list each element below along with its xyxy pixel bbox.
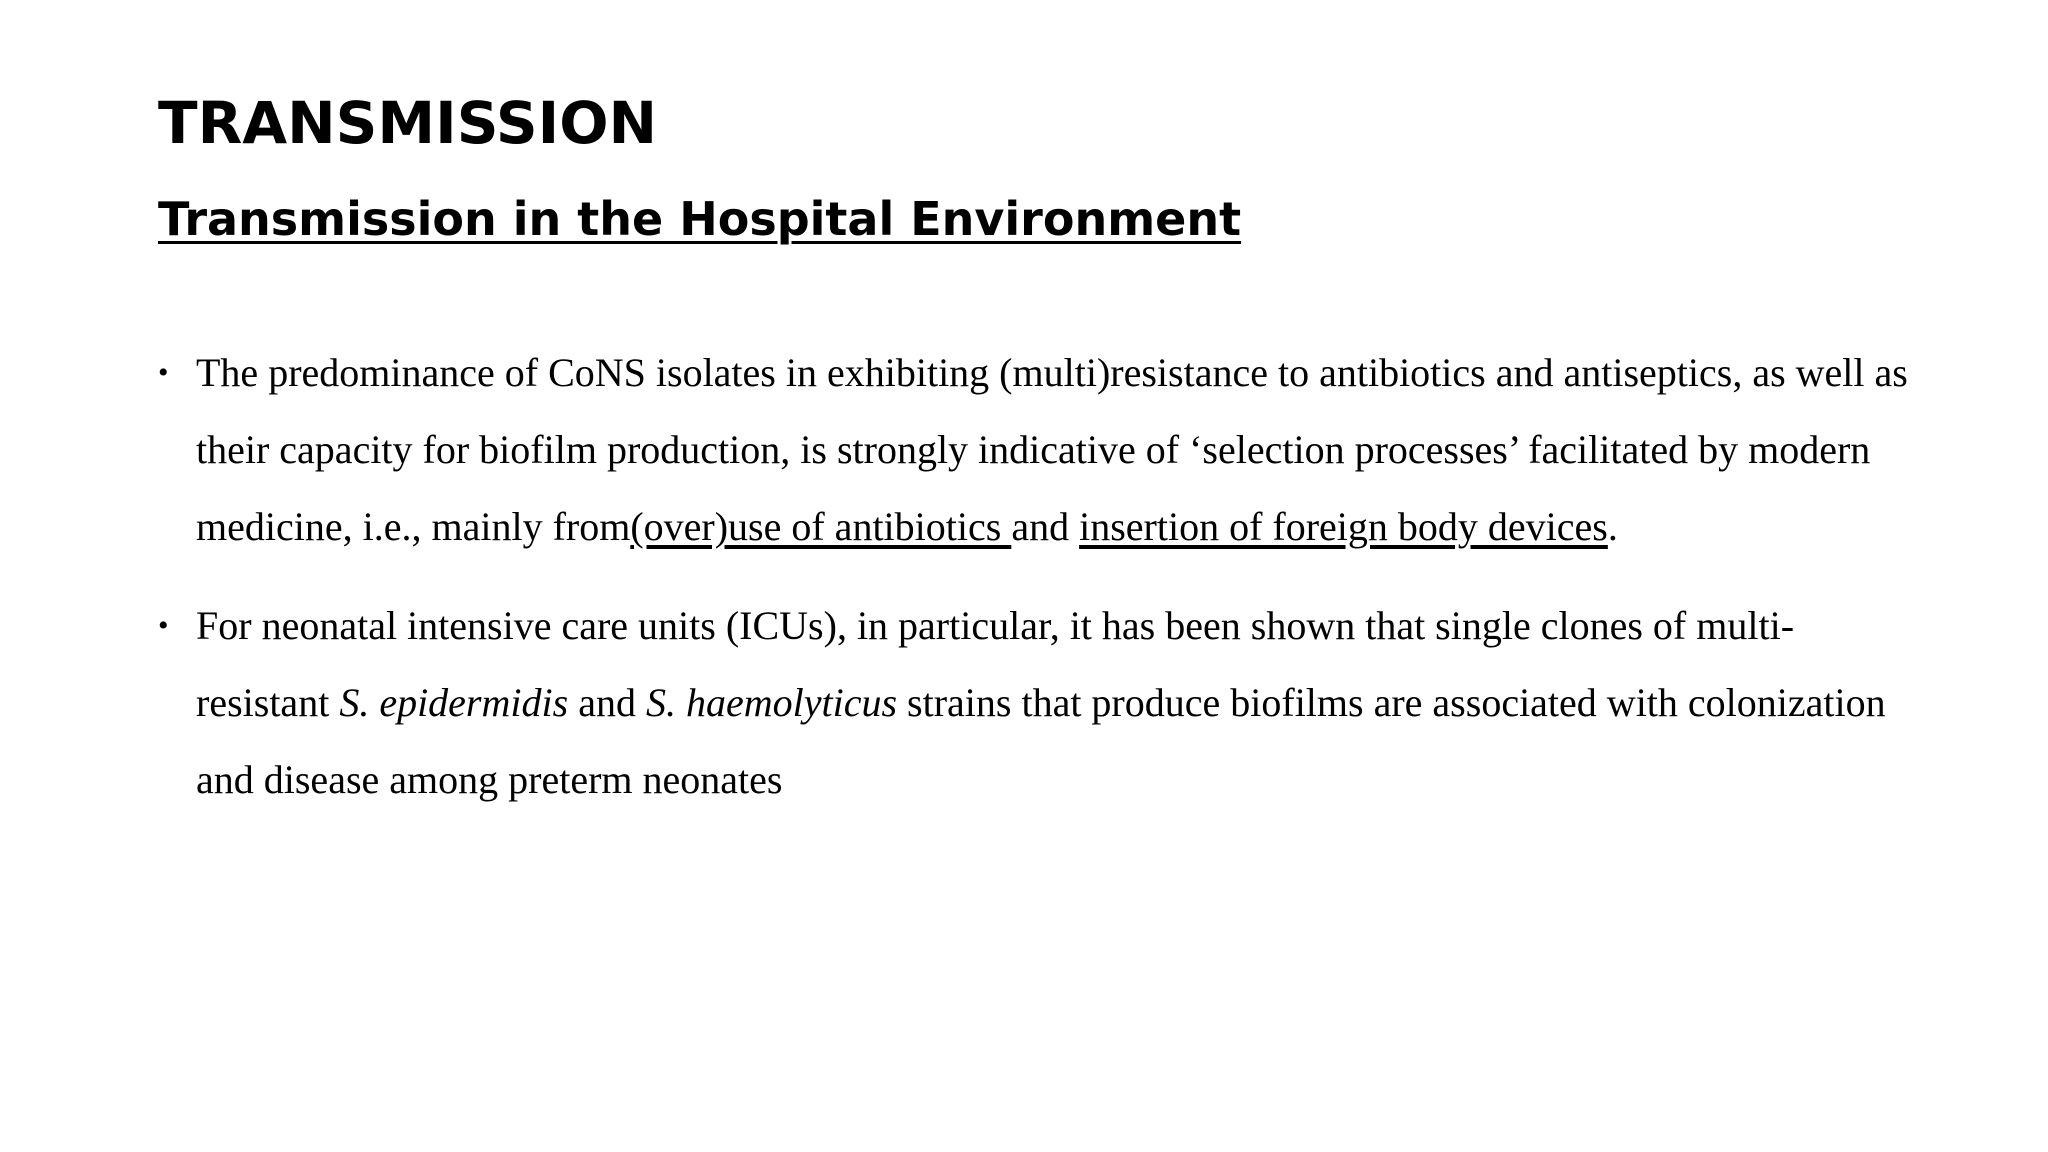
bullet-text: For neonatal intensive care units (ICUs), in particular, it has been shown that single clones of multi-resistant [196, 603, 1795, 725]
bullet-list [158, 334, 1918, 840]
bullet-text: The predominance of CoNS isolates in exhibiting (multi)resistance to antibiotics and antiseptics, as well as their capacity for biofilm production, is strongly indicative of ‘selection processes’ facilitated by modern medicine, i.e., mainly from [196, 350, 1908, 549]
species-name-haemolyticus: S. haemolyticus [645, 680, 898, 725]
underlined-phrase-antibiotics: (over)use of antibiotics [630, 504, 1012, 549]
slide-subtitle: Transmission in the Hospital Environment [158, 192, 1242, 246]
list-item [158, 587, 1918, 818]
bullet-text: . [1607, 504, 1618, 549]
slide-title: TRANSMISSION [158, 89, 658, 157]
list-item [158, 334, 1918, 565]
bullet-icon: • [158, 609, 169, 642]
bullet-text: strains that produce biofilms are associated with colonization and disease among preterm neonates [196, 680, 1886, 802]
bullet-icon: • [158, 356, 169, 389]
species-name-epidermidis: S. epidermidis [339, 680, 569, 725]
bullet-text: and [1011, 504, 1080, 549]
bullet-text: and [568, 680, 646, 725]
underlined-phrase-devices: insertion of foreign body devices [1079, 504, 1608, 549]
